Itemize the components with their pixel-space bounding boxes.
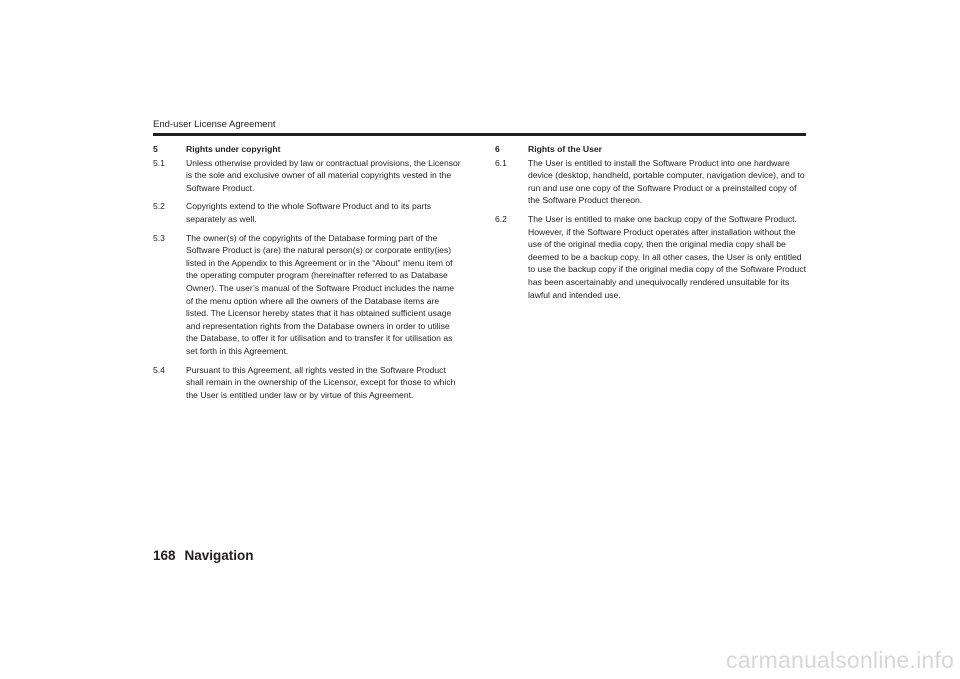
clause-text: The owner(s) of the copyrights of the Database forming part of the Software Product is (are) the natural person(s) or corporate entity(ies) listed in the Appendix to this Agreement or in the “About” menu item of the operating computer program (hereinafter referred to as Database Owner). The user’s manual of the Software Product includes the name of the menu option where all the owners of the Database items are listed. The Licensor hereby states that it has obtained sufficient usage and representation rights from the Database owners in order to utilise the Database, to offer it for utilisation and to transfer it for utilisation as set forth in this Agreement.: [186, 232, 454, 356]
running-header: End-user License Agreement: [153, 119, 276, 130]
section-heading: [153, 143, 463, 156]
clause-text: Copyrights extend to the whole Software Product and to its parts separately as well.: [186, 201, 432, 224]
footer-section-name: Navigation: [184, 548, 254, 563]
left-column: [153, 143, 463, 407]
watermark: carmanualsonline.info: [726, 647, 954, 673]
clause-number: 5.4: [153, 364, 165, 375]
section-heading: [495, 143, 807, 156]
clause: [153, 157, 463, 195]
clause-number: 5.2: [153, 201, 165, 212]
clause: [495, 213, 807, 301]
clause: [153, 364, 463, 402]
clause: [495, 157, 807, 207]
clause-number: 5.3: [153, 232, 165, 243]
section-title: Rights of the User: [528, 144, 603, 154]
clause-text: Pursuant to this Agreement, all rights vested in the Software Product shall remain in the ownership of the Licensor, except for those to which the User is entitled under law or by virtue of this Agreement.: [186, 364, 456, 400]
clause-number: 6.1: [495, 157, 507, 168]
clause-text: The User is entitled to make one backup copy of the Software Product. However, if the Software Product operates after installation without the use of the original media copy, then the original media copy shall be deemed to be a backup copy. In all other cases, the User is only entitled to use the backup copy if the original media copy of the Software Product has been ascertainably and unequivocally rendered unsuitable for its lawful and intended use.: [528, 213, 807, 300]
clause-number: 5.1: [153, 157, 165, 168]
clause: [153, 232, 463, 358]
clause-text: Unless otherwise provided by law or contractual provisions, the Licensor is the sole and exclusive owner of all material copyrights vested in the Software Product.: [186, 157, 461, 193]
clause-number: 6.2: [495, 213, 507, 224]
page-footer: [153, 548, 254, 563]
right-column: [495, 143, 807, 307]
page-number: 168: [153, 548, 176, 563]
clause-text: The User is entitled to install the Software Product into one hardware device (desktop, handheld, portable computer, navigation device), and to run and use one copy of the Software Product or a preinstalled copy of the Software Product thereon.: [528, 157, 805, 206]
header-rule: [153, 133, 806, 136]
clause: [153, 200, 463, 225]
section-title: Rights under copyright: [186, 144, 281, 154]
section-number: 5: [153, 144, 158, 154]
section-number: 6: [495, 144, 500, 154]
